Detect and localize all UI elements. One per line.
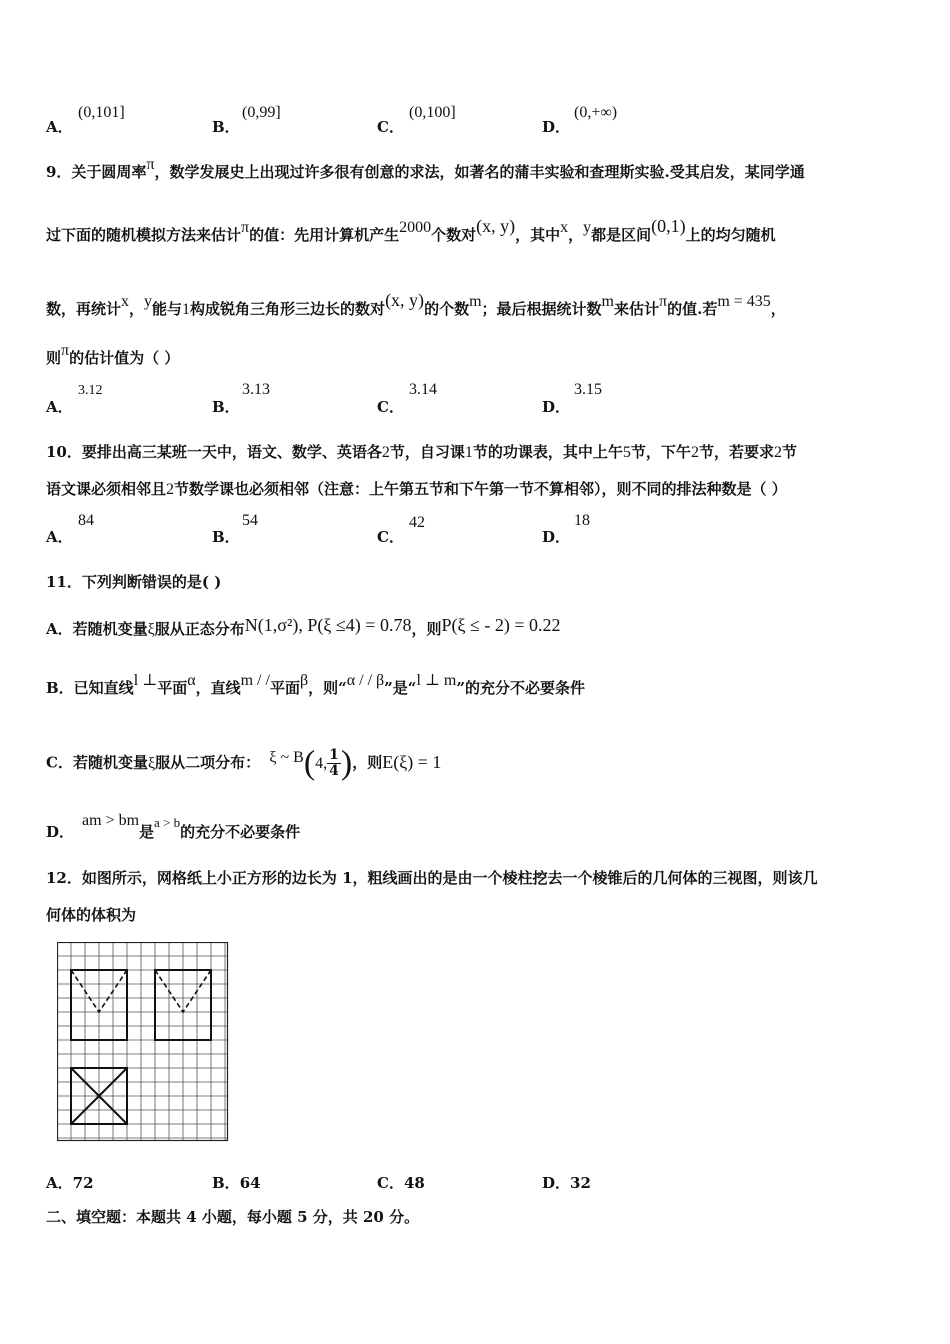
math-1: 1 xyxy=(182,301,191,318)
math-number: 2 xyxy=(773,444,782,461)
math-number: 2 xyxy=(166,481,175,498)
q11-title: 11．下列判断错误的是( ) xyxy=(46,573,222,591)
q10-option-a-label: A． xyxy=(46,528,73,546)
q9-text: 的估计值为（ ） xyxy=(69,349,180,367)
fraction-numerator: 1 xyxy=(329,747,339,763)
q9-text: ， xyxy=(568,226,584,244)
q9-text: 能与 xyxy=(152,300,183,318)
pi-symbol: π xyxy=(61,342,70,359)
xi-symbol: ξ xyxy=(147,754,156,772)
q10-option-c-value: 42 xyxy=(409,514,425,531)
q10-text: 10．要排出高三某班一天中，语文、数学、英语各 xyxy=(46,443,382,461)
q9-text: 都是区间 xyxy=(591,226,652,244)
q11-text: 服从二项分布： xyxy=(155,753,261,772)
q11-text: 的充分不必要条件 xyxy=(180,823,301,841)
q10-option-b-label: B． xyxy=(212,528,240,546)
q11-option-c xyxy=(46,744,908,782)
q12-line-1: 12．如图所示，网格纸上小正方形的边长为 1，粗线画出的是由一个棱柱挖去一个棱锥后的几何体的三视图，则该几 xyxy=(46,869,818,887)
q9-option-d-label: D． xyxy=(542,398,571,416)
q9-line-1 xyxy=(46,156,908,183)
q12-option-d xyxy=(542,1172,591,1193)
q9-text: ， xyxy=(129,300,145,318)
left-paren: ( xyxy=(303,744,316,782)
math-x: x xyxy=(121,293,130,310)
q8-option-c-value: (0,100] xyxy=(409,104,456,121)
q11-text: 平面 xyxy=(269,679,300,697)
q12-option-c xyxy=(377,1172,425,1193)
q9-text: 数，再统计 xyxy=(46,300,122,318)
pi-symbol: π xyxy=(659,293,668,310)
math-l-perp: l ⊥ xyxy=(133,672,158,689)
q10-option-a-value: 84 xyxy=(78,512,94,529)
math-number: 2 xyxy=(690,444,699,461)
q9-text: ；最后根据统计数 xyxy=(481,300,602,318)
q11-option-d xyxy=(46,812,908,843)
math-fraction xyxy=(327,748,341,779)
option-label: B． xyxy=(212,1174,240,1192)
q11-text: B．已知直线 xyxy=(46,679,134,697)
math-m: m xyxy=(469,293,482,310)
pi-symbol: π xyxy=(241,219,250,236)
three-view-grid-figure xyxy=(57,942,229,1142)
q9-text: 来估计 xyxy=(614,300,660,318)
q8-option-d-label: D． xyxy=(542,118,571,136)
q11-text: 服从正态分布 xyxy=(154,620,245,638)
math-m: m xyxy=(601,293,614,310)
q10-text: 节的功课表，其中上午 xyxy=(472,443,623,461)
math-binomial-n: 4, xyxy=(315,754,328,772)
q9-text: 9．关于圆周率 xyxy=(46,163,147,181)
q9-text: ，其中 xyxy=(515,226,561,244)
math-y: y xyxy=(144,293,153,310)
option-value: 32 xyxy=(570,1174,591,1192)
q11-text: 是 xyxy=(139,823,155,841)
q10-text: 节数学课也必须相邻（注意：上午第五节和下午第一节不算相邻），则不同的排法种数是（ ） xyxy=(174,480,787,498)
math-interval: (0,1) xyxy=(651,216,686,236)
q11-text: ，则 xyxy=(352,753,383,772)
q9-text: 个数对 xyxy=(431,226,477,244)
q9-text: ， xyxy=(770,300,786,318)
q8-option-b-label: B． xyxy=(212,118,240,136)
q8-option-d-value: (0,+∞) xyxy=(574,104,618,121)
option-value: 64 xyxy=(239,1174,261,1192)
q8-option-a-label: A． xyxy=(46,118,73,136)
math-m-parallel: m / / xyxy=(240,672,270,689)
beta-symbol: β xyxy=(299,672,309,689)
q9-text: ，数学发展史上出现过许多很有创意的求法，如著名的蒲丰实验和查理斯实验.受其启发，某同学通 xyxy=(154,163,805,181)
q9-option-c-value: 3.14 xyxy=(409,381,437,398)
q10-text: 节，下午 xyxy=(630,443,691,461)
math-number: 5 xyxy=(622,444,631,461)
q8-option-a-value: (0,101] xyxy=(78,104,125,121)
math-2000: 2000 xyxy=(399,219,432,236)
q10-text: 节 xyxy=(781,443,797,461)
q9-text: 上的均匀随机 xyxy=(685,226,776,244)
q10-line-2 xyxy=(46,479,908,500)
q8-option-c-label: C． xyxy=(377,118,404,136)
q10-line-1 xyxy=(46,442,908,463)
math-pair-xy: (x, y) xyxy=(385,290,425,310)
q9-text: 构成锐角三角形三边长的数对 xyxy=(190,300,386,318)
q11-option-a xyxy=(46,615,908,640)
right-paren: ) xyxy=(340,744,353,782)
math-probability: P(ξ ≤ - 2) = 0.22 xyxy=(441,615,561,635)
q9-line-4 xyxy=(46,342,908,369)
q9-text: 的个数 xyxy=(424,300,470,318)
q9-option-d-value: 3.15 xyxy=(574,381,602,398)
q11-text: 平面 xyxy=(157,679,188,697)
pi-symbol: π xyxy=(146,156,155,173)
q9-text: 的值：先用计算机产生 xyxy=(249,226,400,244)
math-normal-distribution: N(1,σ²), P(ξ ≤4) = 0.78 xyxy=(244,615,412,635)
math-binomial-prefix: ξ ~ B xyxy=(269,748,304,766)
math-x: x xyxy=(560,219,569,236)
q10-text: 语文课必须相邻且 xyxy=(46,480,167,498)
math-y: y xyxy=(583,219,592,236)
option-label: C． xyxy=(377,1174,404,1192)
q10-text: 节，若要求 xyxy=(698,443,774,461)
alpha-symbol: α xyxy=(187,672,196,689)
q10-text: 节，自习课 xyxy=(389,443,465,461)
q11-text: ，直线 xyxy=(195,679,241,697)
q11-text: C．若随机变量 xyxy=(46,753,148,772)
q11-text: D． xyxy=(46,823,75,841)
section-2-title: 二、填空题：本题共 4 小题，每小题 5 分，共 20 分。 xyxy=(46,1208,420,1226)
xi-symbol: ξ xyxy=(147,621,155,638)
q10-option-d-value: 18 xyxy=(574,512,590,529)
option-value: 48 xyxy=(403,1174,425,1192)
q11-text: ”是“ xyxy=(384,679,417,697)
q10-option-c-label: C． xyxy=(377,528,404,546)
math-number: 1 xyxy=(464,444,473,461)
q9-option-b-value: 3.13 xyxy=(242,381,270,398)
q9-text: 则 xyxy=(46,349,62,367)
q10-option-d-label: D． xyxy=(542,528,571,546)
q11-text: ”的充分不必要条件 xyxy=(456,679,586,697)
q9-text: 过下面的随机模拟方法来估计 xyxy=(46,226,242,244)
q10-option-b-value: 54 xyxy=(242,512,258,529)
q11-option-b xyxy=(46,672,908,699)
option-value: 72 xyxy=(72,1174,94,1192)
q11-text: A．若随机变量 xyxy=(46,620,148,638)
math-number: 2 xyxy=(381,444,390,461)
q9-text: 的值.若 xyxy=(667,300,718,318)
q12-line-2: 何体的体积为 xyxy=(46,906,137,924)
q11-text: ，则“ xyxy=(308,679,347,697)
option-label: A． xyxy=(46,1174,73,1192)
q9-option-a-label: A． xyxy=(46,398,73,416)
q9-option-c-label: C． xyxy=(377,398,404,416)
fraction-denominator: 4 xyxy=(329,763,339,779)
math-expectation: E(ξ) = 1 xyxy=(382,751,442,772)
q12-option-b xyxy=(212,1172,261,1193)
math-m-equals-435: m = 435 xyxy=(717,293,771,310)
q12-option-a xyxy=(46,1172,94,1193)
math-pair-xy: (x, y) xyxy=(476,216,516,236)
q9-line-2 xyxy=(46,216,908,246)
math-am-gt-bm: am > bm xyxy=(82,812,140,829)
q9-line-3 xyxy=(46,290,908,320)
q9-option-b-label: B． xyxy=(212,398,240,416)
q11-text: ，则 xyxy=(411,620,442,638)
math-l-perp-m: l ⊥ m xyxy=(416,672,457,689)
q9-option-a-value: 3.12 xyxy=(78,383,103,398)
math-a-gt-b: a > b xyxy=(154,815,181,830)
q8-option-b-value: (0,99] xyxy=(242,104,281,121)
math-alpha-parallel-beta: α / / β xyxy=(346,672,385,689)
option-label: D． xyxy=(542,1174,571,1192)
